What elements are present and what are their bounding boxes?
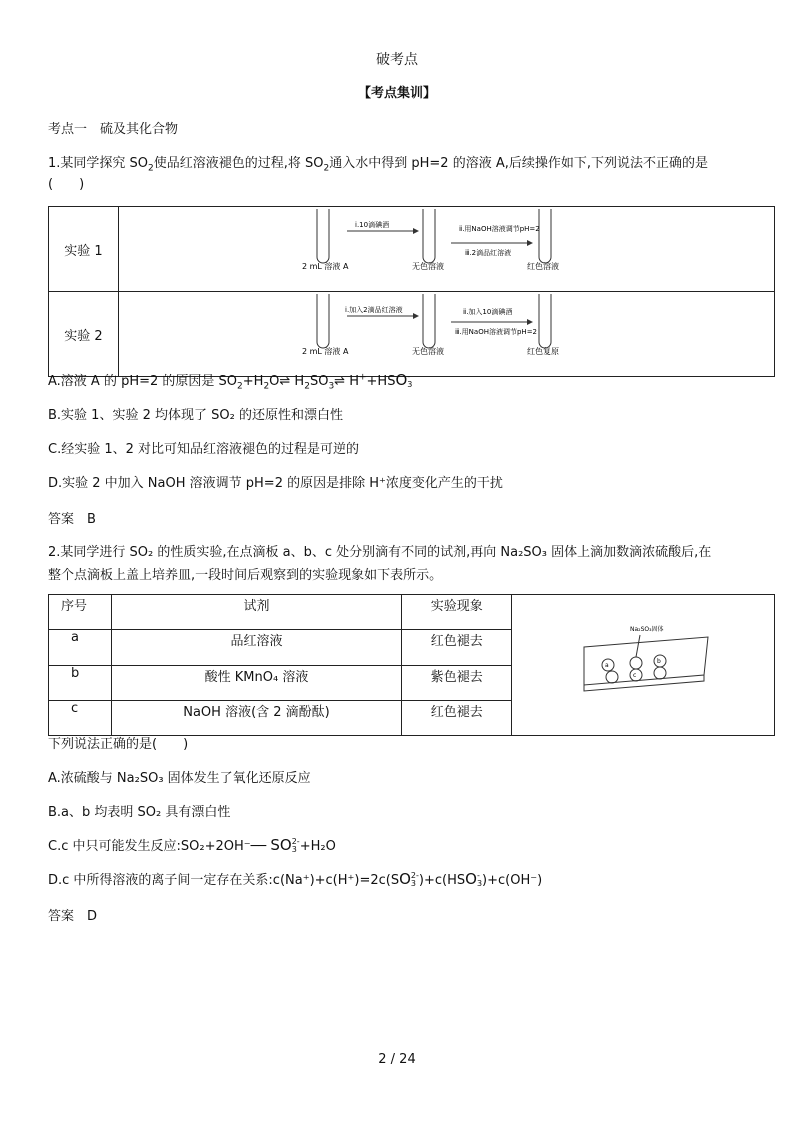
exp2-label: 实验 2: [49, 292, 119, 377]
exp2-tube3-label: 红色复原: [527, 347, 559, 356]
exp2-diagram: [119, 292, 775, 377]
exp1-figure: [119, 207, 774, 287]
q2-table: [48, 594, 775, 736]
exp1-step1: ⅰ.10滴碘酒: [355, 221, 390, 229]
exp1-step2a: ⅱ.用NaOH溶液调节pH=2: [459, 225, 540, 233]
q2-option-c: C.c 中只可能发生反应:SO₂+2OH⁻── SO2- 3 +H₂O: [48, 836, 336, 854]
spot-plate-top: [584, 637, 708, 685]
tube-1: [317, 209, 329, 263]
spot-plate-figure: [512, 595, 774, 731]
exp1-label: 实验 1: [49, 207, 119, 292]
q2-option-d: D.c 中所得溶液的离子间一定存在关系:c(Na⁺)+c(H⁺)=2c(SO2- 3 )+c(HSO- 3)+c(OH⁻): [48, 870, 543, 888]
section-heading: 考点一 硫及其化合物: [48, 122, 179, 137]
spot-center: [630, 657, 642, 669]
q1-stem: 1.某同学探究 $SO_2$使品红溶液褪色的过程,将 $SO_2$通入水中得到 pH=2 的溶液 A,后续操作如下,下列说法不正确的是: [48, 156, 708, 174]
q2-stem-line2: 整个点滴板上盖上培养皿,一段时间后观察到的实验现象如下表所示。: [48, 568, 443, 583]
q1-option-c: C.经实验 1、2 对比可知品红溶液褪色的过程是可逆的: [48, 442, 360, 457]
exp1-tube1-label: 2 mL 溶液 A: [302, 262, 349, 271]
exp2-step2b: ⅲ.用NaOH溶液调节pH=2: [455, 328, 538, 336]
q2-prompt: 下列说法正确的是( ): [48, 737, 189, 752]
page-number: 2 / 24: [378, 1052, 416, 1067]
tube-2: [423, 209, 435, 263]
exp2-step1: ⅰ.加入2滴品红溶液: [345, 306, 403, 314]
q2-stem-line1: 2.某同学进行 SO₂ 的性质实验,在点滴板 a、b、c 处分别滴有不同的试剂,再向 Na₂SO₃ 固体上滴加数滴浓硫酸后,在: [48, 545, 712, 560]
q2-option-b: B.a、b 均表明 SO₂ 具有漂白性: [48, 805, 231, 820]
exp2-step2a: ⅱ.加入10滴碘酒: [463, 308, 513, 316]
exp2-figure: [119, 292, 774, 372]
exp2-tube1-label: 2 mL 溶液 A: [302, 347, 349, 356]
q1-option-d: D.实验 2 中加入 NaOH 溶液调节 pH=2 的原因是排除 H⁺浓度变化产生的干扰: [48, 476, 503, 491]
q2-header-index: 序号: [49, 595, 112, 630]
q2-answer: 答案 D: [48, 909, 98, 924]
exp1-diagram: [119, 207, 775, 292]
q2-header-phenomenon: 实验现象: [402, 595, 512, 630]
q2-header-reagent: 试剂: [111, 595, 402, 630]
svg-text:c: c: [633, 672, 637, 679]
exp2-tube2-label: 无色溶液: [412, 347, 444, 356]
q1-option-b: B.实验 1、实验 2 均体现了 SO₂ 的还原性和漂白性: [48, 408, 343, 423]
tube-3: [539, 209, 551, 263]
q1-experiment-table: [48, 206, 775, 377]
q2-row-b: b 酸性 KMnO₄ 溶液 紫色褪去: [49, 665, 775, 700]
svg-text:a: a: [605, 662, 609, 669]
q1-answer: 答案 B: [48, 512, 96, 527]
page-title: 破考点: [376, 52, 418, 68]
page-subtitle: 【考点集训】: [357, 86, 436, 101]
figure-label: Na₂SO₃固体: [630, 626, 664, 633]
svg-text:b: b: [657, 658, 661, 665]
exp1-tube2-label: 无色溶液: [412, 262, 444, 271]
exp1-step2b: ⅲ.2滴品红溶液: [465, 249, 512, 257]
q2-figure-cell: [512, 595, 775, 736]
q1-blank: ( ): [48, 177, 85, 192]
exp1-tube3-label: 红色溶液: [527, 262, 559, 271]
q2-option-a: A.浓硫酸与 Na₂SO₃ 固体发生了氧化还原反应: [48, 771, 311, 786]
q2-row-c: c NaOH 溶液(含 2 滴酚酞) 红色褪去: [49, 700, 775, 735]
q1-option-a: A.溶液 A 的 pH=2 的原因是 $SO_2+H_2O\rightleftharpoons$ $H_2SO_3\rightleftharpoons$ H++HSO- 3: [48, 371, 413, 392]
q2-row-a: a 品红溶液 红色褪去: [49, 630, 775, 665]
